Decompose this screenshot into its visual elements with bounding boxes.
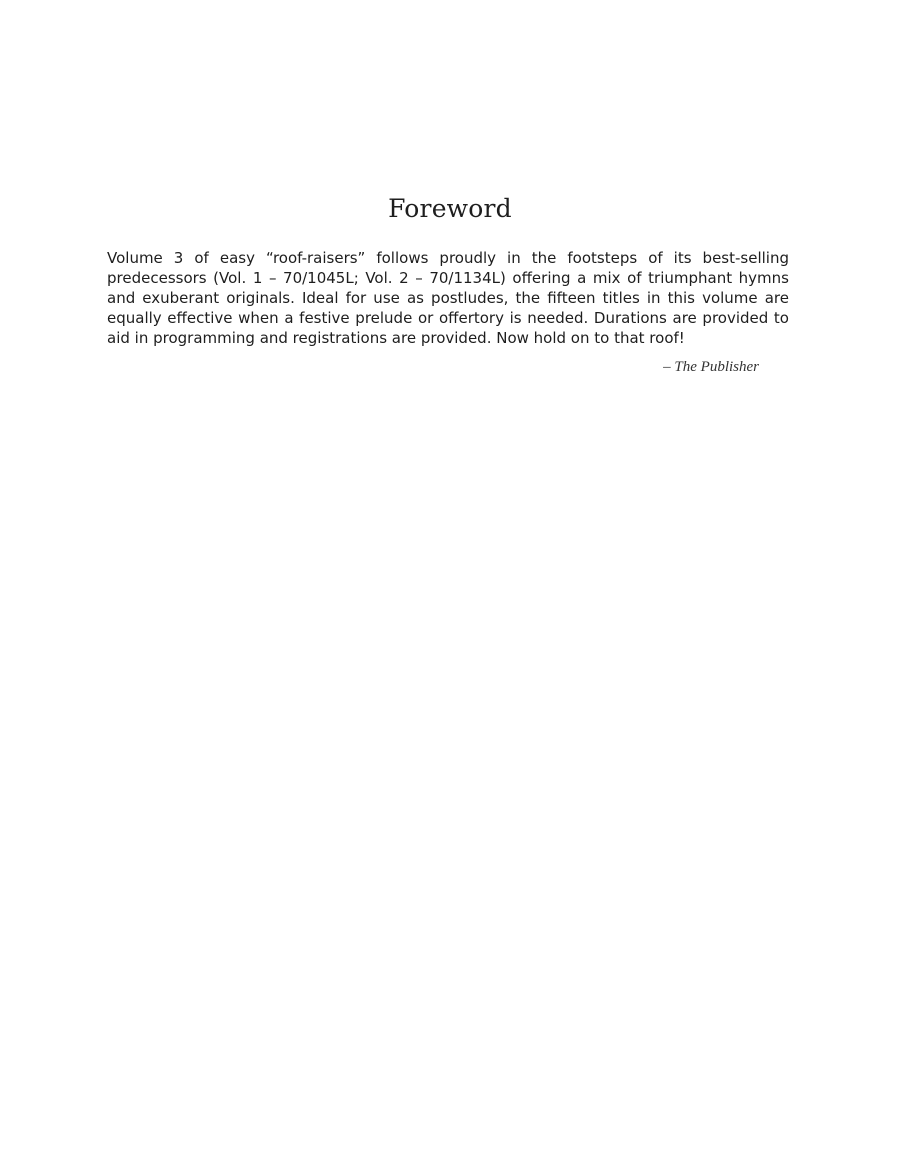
page-title: Foreword [388, 194, 512, 223]
foreword-paragraph: Volume 3 of easy “roof-raisers” follows proudly in the footsteps of its best-selling predecessors (Vol. 1 – 70/1045L; Vol. 2 – 70/1134L) offering a mix of triumphant hymns and exuberant originals. Ideal for use as postludes, the fifteen titles in this volume are equally effective when a festive prelude or offertory is needed. Durations are provided to aid in programming and registrations are provided. Now hold on to that roof! [107, 249, 789, 347]
signature: – The Publisher [663, 359, 759, 375]
